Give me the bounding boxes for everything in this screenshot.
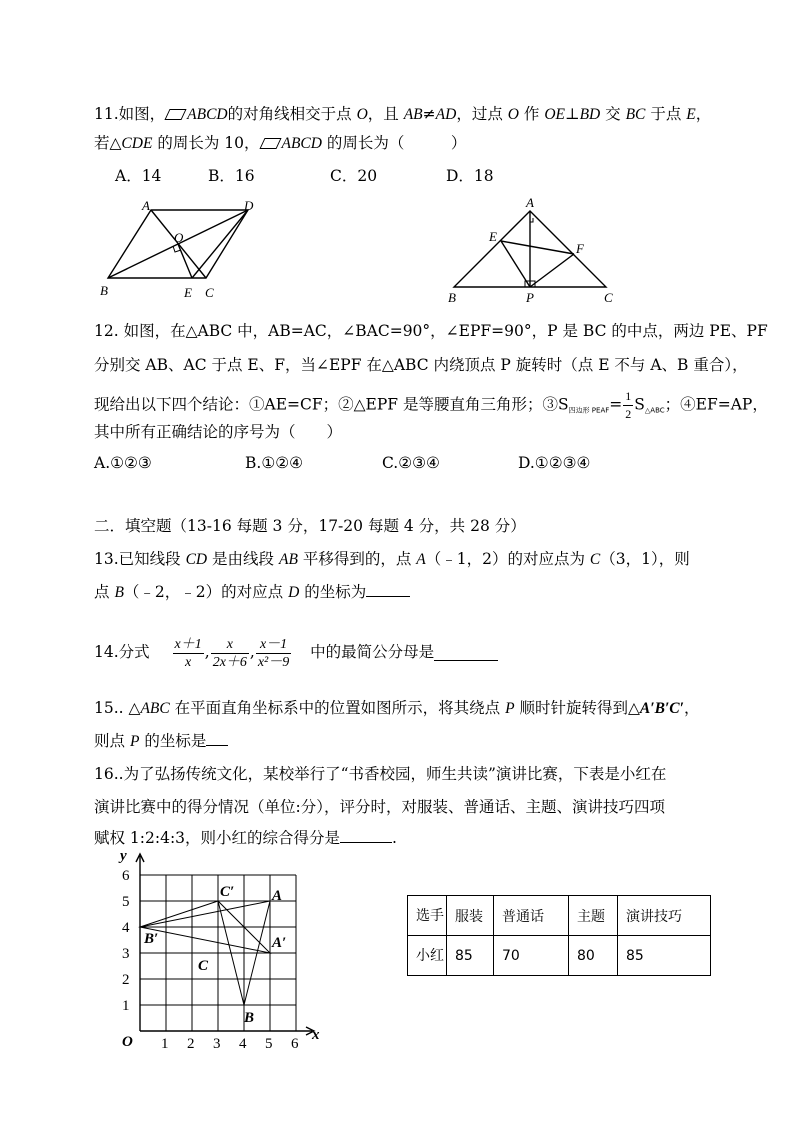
table-header-cell: 演讲技巧: [618, 896, 711, 936]
table-header-cell: 选手: [408, 896, 447, 936]
fraction-2: [211, 636, 249, 671]
table-cell: 70: [494, 936, 569, 976]
fig12-label-p: P: [526, 290, 534, 305]
score-table: [407, 895, 711, 976]
q13-text: （3，1），则: [600, 550, 690, 568]
figure-parallelogram: [96, 198, 266, 304]
q16-line2: 演讲比赛中的得分情况（单位:分），评分时，对服装、普通话、主题、演讲技巧四项: [94, 798, 665, 816]
q11-ad: AD: [435, 106, 457, 123]
q15-abc: ABC: [140, 700, 170, 717]
table-header-cell: 主题: [569, 896, 618, 936]
q11-text: 交: [600, 105, 626, 123]
q11-text: ，过点: [456, 105, 508, 123]
q15-text: 15.. △: [94, 699, 141, 717]
q13-text: 13.已知线段: [94, 550, 186, 568]
fraction-denominator: 2: [625, 407, 632, 421]
q12-text: S: [634, 395, 645, 414]
q16-line1: 16..为了弘扬传统文化，某校举行了“书香校园，师生共读”演讲比赛，下表是小红在: [94, 765, 667, 783]
q13-line1: [94, 549, 690, 570]
table-header-cell: 普通话: [494, 896, 569, 936]
y-tick: 2: [122, 972, 130, 988]
q15-text: 顺时针旋转得到△: [514, 699, 640, 717]
q15-line1: [94, 698, 700, 719]
answer-blank[interactable]: [340, 828, 392, 843]
fig12-label-c: C: [604, 290, 613, 305]
x-tick: 5: [265, 1036, 273, 1052]
segment-oe: [178, 244, 192, 278]
point-label-b: B: [244, 1010, 255, 1026]
fraction-numerator: x: [211, 636, 249, 654]
q16-period: .: [392, 829, 397, 847]
q11-text: 于点: [645, 105, 687, 123]
fig11-label-b: B: [100, 283, 108, 298]
q13-a: A: [416, 551, 426, 568]
fraction-numerator: x－1: [256, 636, 291, 654]
q12-subscript: △ABC: [644, 406, 665, 415]
parallelogram-icon: [259, 138, 281, 149]
fraction-numerator: 1: [623, 388, 633, 406]
q13-text: 点: [94, 583, 115, 601]
answer-blank[interactable]: [366, 582, 410, 597]
q11-text: 若△: [94, 134, 122, 152]
q11-text: ，且: [367, 105, 404, 123]
q12-text: =: [609, 395, 623, 414]
segment-pf: [530, 254, 574, 287]
table-cell: 80: [569, 936, 618, 976]
q12-option-d: D.①②③④: [518, 454, 591, 472]
x-axis-label: x: [312, 1027, 320, 1043]
point-label-c-prime: C′: [220, 884, 235, 900]
x-tick: 6: [291, 1036, 299, 1052]
q16-text: 赋权 1:2:4:3，则小红的综合得分是: [94, 829, 341, 847]
q13-text: 平移得到的，点: [297, 550, 417, 568]
q15-text: 在平面直角坐标系中的位置如图所示，将其绕点: [169, 699, 506, 717]
q13-text: 是由线段: [207, 550, 279, 568]
q14-text: 中的最简公分母是: [310, 643, 435, 661]
q15-text: ，: [684, 699, 700, 717]
q11-oe: OE: [544, 106, 565, 123]
q15-image-triangle: A′B′C′: [639, 700, 684, 717]
q11-option-d: D．18: [446, 167, 494, 185]
q13-text: 的坐标为: [299, 583, 367, 601]
q11-text: ，: [695, 105, 712, 123]
table-header-row: [408, 896, 711, 936]
segment-ef: [501, 241, 574, 254]
figure-triangle: [440, 195, 620, 307]
q11-text: 的周长为（ ）: [321, 134, 467, 152]
q12-option-a: A.①②③: [94, 454, 152, 472]
q13-text: （﹣2，﹣2）的对应点: [123, 583, 289, 601]
q11-option-a: A．14: [115, 167, 162, 185]
table-header-cell: 服装: [447, 896, 494, 936]
answer-blank[interactable]: [206, 731, 228, 746]
q11-text: 作: [518, 105, 545, 123]
q11-neq: ≠: [422, 105, 436, 123]
fig11-label-a: A: [142, 198, 150, 213]
table-row: [408, 936, 711, 976]
q11-option-c: C．20: [330, 167, 378, 185]
x-tick: 2: [187, 1036, 195, 1052]
q11-o: O: [356, 106, 368, 123]
fig11-label-e: E: [184, 285, 192, 300]
fig12-label-b: B: [448, 290, 456, 305]
table-cell: 85: [447, 936, 494, 976]
table-cell: 小红: [408, 936, 447, 976]
q15-text: 则点: [94, 732, 130, 750]
x-tick: 4: [239, 1036, 247, 1052]
fig12-label-f: F: [576, 241, 584, 256]
q11-line1: [94, 104, 711, 125]
q11-text: 的对角线相交于点: [227, 105, 357, 123]
x-tick: 3: [213, 1036, 221, 1052]
point-label-a-prime: A′: [272, 935, 287, 951]
parallelogram-icon: [165, 109, 187, 120]
answer-blank[interactable]: [434, 646, 498, 661]
y-tick: 4: [122, 920, 130, 936]
q12-option-c: C.②③④: [382, 454, 440, 472]
fraction-separator: ,: [249, 643, 255, 661]
q11-text: 的周长为 10，: [152, 134, 260, 152]
table-cell: 85: [618, 936, 711, 976]
q11-perp: ⊥: [564, 105, 580, 123]
q12-text: ；④EF=AP，: [664, 395, 768, 414]
y-tick: 1: [122, 998, 130, 1014]
q16-line3: [94, 828, 397, 848]
q11-ab: AB: [403, 106, 423, 123]
q11-e: E: [686, 106, 696, 123]
fig12-label-e: E: [489, 229, 497, 244]
q12-subscript: 四边形 PEAF: [568, 406, 610, 415]
fig11-label-o: O: [174, 230, 184, 245]
fig11-label-d: D: [244, 198, 254, 213]
fraction-1: [173, 636, 204, 671]
origin-label: O: [122, 1034, 133, 1050]
fig11-label-c: C: [205, 285, 214, 300]
fraction-3: [256, 636, 291, 671]
fraction-numerator: x＋1: [174, 636, 202, 652]
q13-text: （﹣1，2）的对应点为: [425, 550, 590, 568]
q15-p: P: [505, 700, 515, 717]
y-axis-label: y: [120, 848, 127, 864]
q13-d: D: [288, 584, 300, 601]
coordinate-grid-figure: [108, 846, 330, 1052]
q11-o: O: [507, 106, 519, 123]
fraction-denominator: x²－9: [257, 654, 290, 670]
q11-abcd: ABCD: [281, 135, 322, 152]
point-label-b-prime: B′: [144, 931, 159, 947]
q14-line: [94, 634, 498, 670]
q13-cd: CD: [185, 551, 208, 568]
point-label-c: C: [198, 958, 209, 974]
q11-option-b: B．16: [208, 167, 255, 185]
y-tick: 6: [122, 868, 130, 884]
q12-line3: [94, 388, 768, 423]
q11-abcd: ABCD: [187, 106, 228, 123]
q12-text: 现给出以下四个结论：①AE=CF；②△EPF 是等腰直角三角形；③S: [94, 395, 569, 414]
q13-c: C: [589, 551, 601, 568]
q15-line2: [94, 731, 228, 752]
q12-line1: 12. 如图，在△ABC 中，AB=AC，∠BAC=90°，∠EPF=90°，P 是 BC 的中点，两边 PE、PF: [94, 322, 768, 340]
x-tick: 1: [161, 1036, 169, 1052]
section-title: 二．填空题（13-16 每题 3 分，17-20 每题 4 分，共 28 分）: [94, 517, 526, 535]
q11-cde: CDE: [121, 135, 153, 152]
y-tick: 3: [122, 946, 130, 962]
fraction-separator: ,: [204, 643, 210, 661]
segment-pe: [501, 241, 530, 287]
fig12-label-a: A: [526, 195, 534, 210]
q12-line2: 分别交 AB、AC 于点 E、F，当∠EPF 在△ABC 内绕顶点 P 旋转时（点 E 不与 A、B 重合），: [94, 356, 748, 374]
q12-line4: 其中所有正确结论的序号为（ ）: [94, 423, 343, 441]
q14-text: 14.分式: [94, 643, 150, 661]
point-label-a: A: [272, 888, 283, 904]
q11-bc: BC: [625, 106, 646, 123]
y-tick: 5: [122, 894, 130, 910]
segment-de: [192, 210, 248, 278]
q15-p: P: [129, 733, 140, 750]
q12-option-b: B.①②④: [245, 454, 304, 472]
fraction-denominator: x: [185, 654, 192, 670]
q11-number: 11.如图，: [94, 105, 166, 123]
q13-line2: [94, 582, 410, 603]
q12-half-fraction: [623, 388, 633, 423]
q11-line2: [94, 133, 466, 154]
q15-text: 的坐标是: [139, 732, 207, 750]
q13-b: B: [114, 584, 124, 601]
q13-ab: AB: [278, 551, 298, 568]
fraction-denominator: 2x＋6: [212, 654, 247, 670]
q11-bd: BD: [579, 106, 601, 123]
